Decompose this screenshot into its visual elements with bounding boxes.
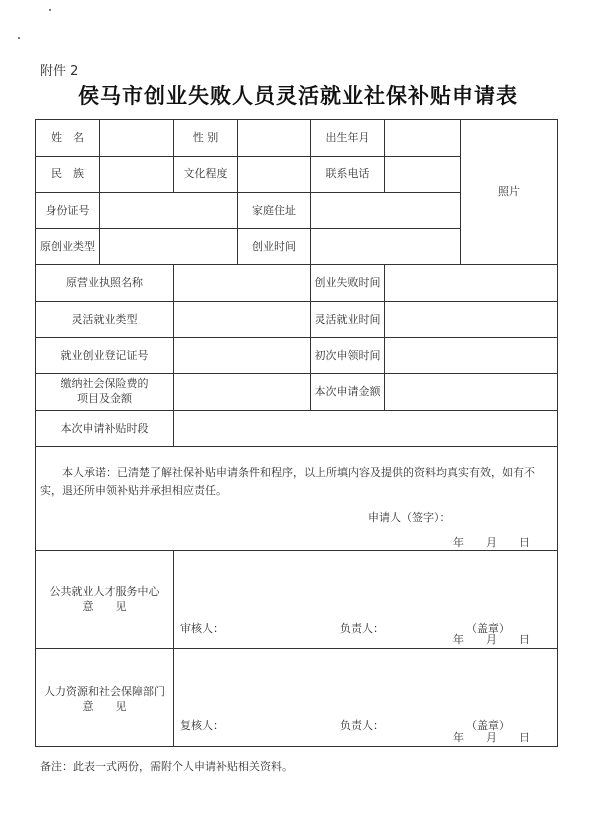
hr-dept-label-line2: 意 见 — [82, 700, 127, 713]
flex-type-label: 灵活就业类型 — [71, 313, 138, 326]
insurance-items-label-line2: 项目及金额 — [77, 392, 132, 405]
failure-time-label: 创业失败时间 — [314, 276, 381, 289]
scan-speck — [18, 37, 20, 39]
gender-field[interactable] — [238, 120, 310, 156]
footer-note: 备注：此表一式两份，需附个人申请补贴相关资料。 — [40, 760, 293, 773]
hr-dept-opinion-field[interactable] — [174, 649, 557, 711]
business-time-label: 创业时间 — [252, 240, 296, 253]
first-apply-time-label: 初次申领时间 — [314, 349, 381, 362]
form-title: 侯马市创业失败人员灵活就业社保补贴申请表 — [78, 83, 518, 108]
subsidy-period-field[interactable] — [174, 411, 557, 446]
apply-amount-label: 本次申请金额 — [314, 385, 381, 398]
dept-date-label: 年 月 日 — [453, 731, 530, 744]
center-date-label: 年 月 日 — [453, 633, 530, 646]
photo-label: 照片 — [498, 185, 520, 198]
flex-type-field[interactable] — [174, 302, 310, 337]
center-reviewer-label: 审核人： — [180, 622, 224, 635]
table-border-bottom — [35, 746, 558, 747]
flex-time-label: 灵活就业时间 — [314, 313, 381, 326]
subsidy-period-label: 本次申请补贴时段 — [60, 422, 149, 435]
scan-speck — [49, 9, 51, 11]
dept-responsible-label: 负责人： — [340, 719, 384, 732]
dept-reviewer-label: 复核人： — [180, 719, 224, 732]
failure-time-field[interactable] — [385, 265, 557, 301]
photo-box[interactable] — [461, 120, 557, 264]
education-field[interactable] — [238, 157, 310, 192]
registration-number-label: 就业创业登记证号 — [60, 349, 149, 362]
orig-business-type-label: 原创业类型 — [40, 240, 95, 253]
employment-center-opinion-label — [36, 584, 173, 614]
birth-date-field[interactable] — [385, 120, 460, 156]
id-number-field[interactable] — [100, 193, 237, 228]
phone-label: 联系电话 — [325, 167, 370, 180]
employment-center-label-line1: 公共就业人才服务中心 — [49, 585, 160, 598]
address-field[interactable] — [311, 193, 460, 228]
commitment-text: 本人承诺：已清楚了解社保补贴申请条件和程序，以上所填内容及提供的资料均真实有效，如有不实，退还所申领补贴并承担相应责任。 — [40, 466, 535, 497]
table-border-right — [557, 119, 558, 747]
apply-amount-field[interactable] — [385, 374, 557, 410]
name-field[interactable] — [100, 120, 173, 156]
center-responsible-label: 负责人： — [340, 622, 384, 635]
employment-center-label-line2: 意 见 — [82, 600, 127, 613]
dept-seal-label: （盖章） — [466, 719, 510, 732]
insurance-items-label-line1: 缴纳社会保险费的 — [60, 377, 149, 390]
insurance-items-label — [36, 376, 173, 406]
business-time-field[interactable] — [311, 229, 460, 264]
hr-dept-opinion-label — [36, 684, 173, 714]
birth-date-label: 出生年月 — [325, 131, 370, 144]
registration-number-field[interactable] — [174, 338, 310, 373]
row-divider — [35, 446, 558, 447]
insurance-items-field[interactable] — [174, 374, 310, 410]
ethnicity-field[interactable] — [100, 157, 173, 192]
ethnicity-label: 民 族 — [51, 167, 84, 180]
license-name-field[interactable] — [174, 265, 310, 301]
hr-dept-label-line1: 人力资源和社会保障部门 — [44, 685, 165, 698]
license-name-label: 原营业执照名称 — [66, 276, 143, 289]
phone-field[interactable] — [385, 157, 460, 192]
first-apply-time-field[interactable] — [385, 338, 557, 373]
applicant-date-label: 年 月 日 — [453, 536, 530, 549]
education-label: 文化程度 — [183, 167, 228, 180]
gender-label: 性 别 — [192, 131, 219, 144]
id-number-label: 身份证号 — [45, 204, 90, 217]
employment-center-opinion-field[interactable] — [174, 551, 557, 611]
applicant-signature-label: 申请人（签字）： — [368, 511, 451, 524]
orig-business-type-field[interactable] — [100, 229, 237, 264]
name-label: 姓 名 — [51, 131, 84, 144]
applicant-signature-field[interactable] — [460, 506, 555, 528]
address-label: 家庭住址 — [252, 204, 296, 217]
center-seal-label: （盖章） — [466, 622, 510, 635]
flex-time-field[interactable] — [385, 302, 557, 337]
attachment-label: 附件 2 — [40, 64, 79, 79]
